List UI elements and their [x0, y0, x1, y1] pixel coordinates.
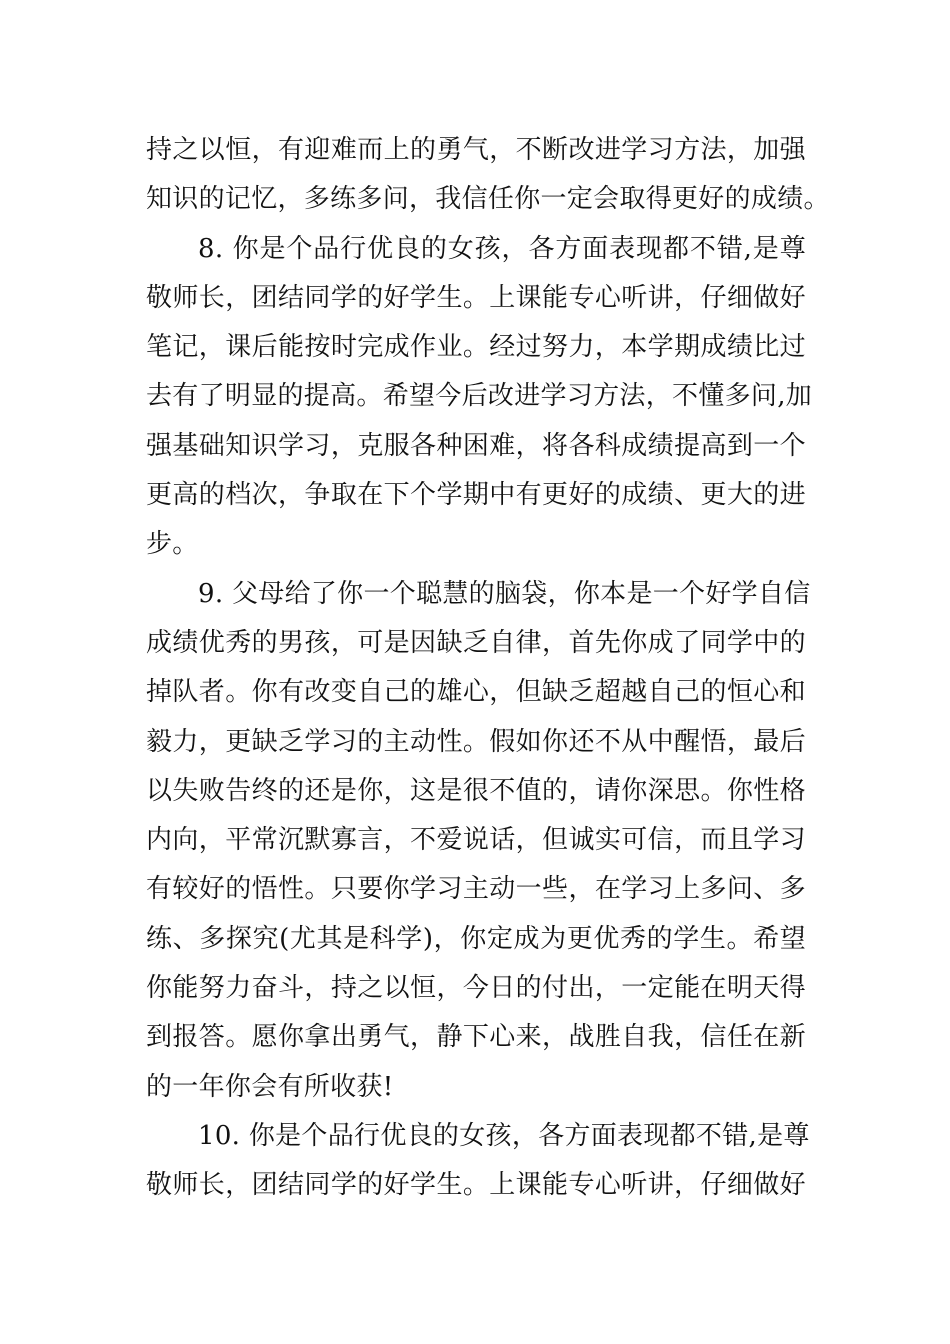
text-line: 强基础知识学习，克服各种困难，将各科成绩提高到一个 — [146, 430, 806, 461]
text-line: 的一年你会有所收获! — [146, 1071, 394, 1102]
text-line: 毅力，更缺乏学习的主动性。假如你还不从中醒悟，最后 — [146, 726, 806, 757]
text-line: 敬师长，团结同学的好学生。上课能专心听讲，仔细做好 — [146, 282, 806, 313]
text-line: 笔记，课后能按时完成作业。经过努力，本学期成绩比过 — [146, 332, 806, 363]
text-line: 有较好的悟性。只要你学习主动一些，在学习上多问、多 — [146, 874, 806, 905]
text-line: 8. 你是个品行优良的女孩，各方面表现都不错,是尊 — [198, 233, 806, 264]
text-line: 知识的记忆，多练多问，我信任你一定会取得更好的成绩。 — [146, 184, 830, 215]
paragraph-10 — [146, 1112, 810, 1211]
text-line: 持之以恒，有迎难而上的勇气，不断改进学习方法，加强 — [146, 135, 806, 165]
text-line: 掉队者。你有改变自己的雄心，但缺乏超越自己的恒心和 — [146, 677, 806, 708]
text-line: 10. 你是个品行优良的女孩，各方面表现都不错,是尊 — [198, 1120, 810, 1151]
text-line: 9. 父母给了你一个聪慧的脑袋，你本是一个好学自信 — [198, 578, 811, 609]
text-line: 练、多探究(尤其是科学)，你定成为更优秀的学生。希望 — [146, 923, 806, 954]
paragraph-8 — [146, 225, 813, 570]
text-line: 更高的档次，争取在下个学期中有更好的成绩、更大的进 — [146, 480, 806, 511]
text-line: 步。 — [146, 529, 199, 560]
text-line: 成绩优秀的男孩，可是因缺乏自律，首先你成了同学中的 — [146, 627, 806, 658]
paragraph-continued — [146, 126, 830, 225]
text-line: 内向，平常沉默寡言，不爱说话，但诚实可信，而且学习 — [146, 825, 806, 856]
text-line: 你能努力奋斗，持之以恒，今日的付出，一定能在明天得 — [146, 973, 806, 1004]
text-line: 到报答。愿你拿出勇气，静下心来，战胜自我，信任在新 — [146, 1022, 806, 1053]
document-body — [146, 126, 830, 1211]
paragraph-9 — [146, 570, 811, 1112]
text-line: 以失败告终的还是你，这是很不值的，请你深思。你性格 — [146, 775, 806, 806]
text-line: 去有了明显的提高。希望今后改进学习方法，不懂多问,加 — [146, 381, 813, 412]
text-line: 敬师长，团结同学的好学生。上课能专心听讲，仔细做好 — [146, 1170, 806, 1201]
